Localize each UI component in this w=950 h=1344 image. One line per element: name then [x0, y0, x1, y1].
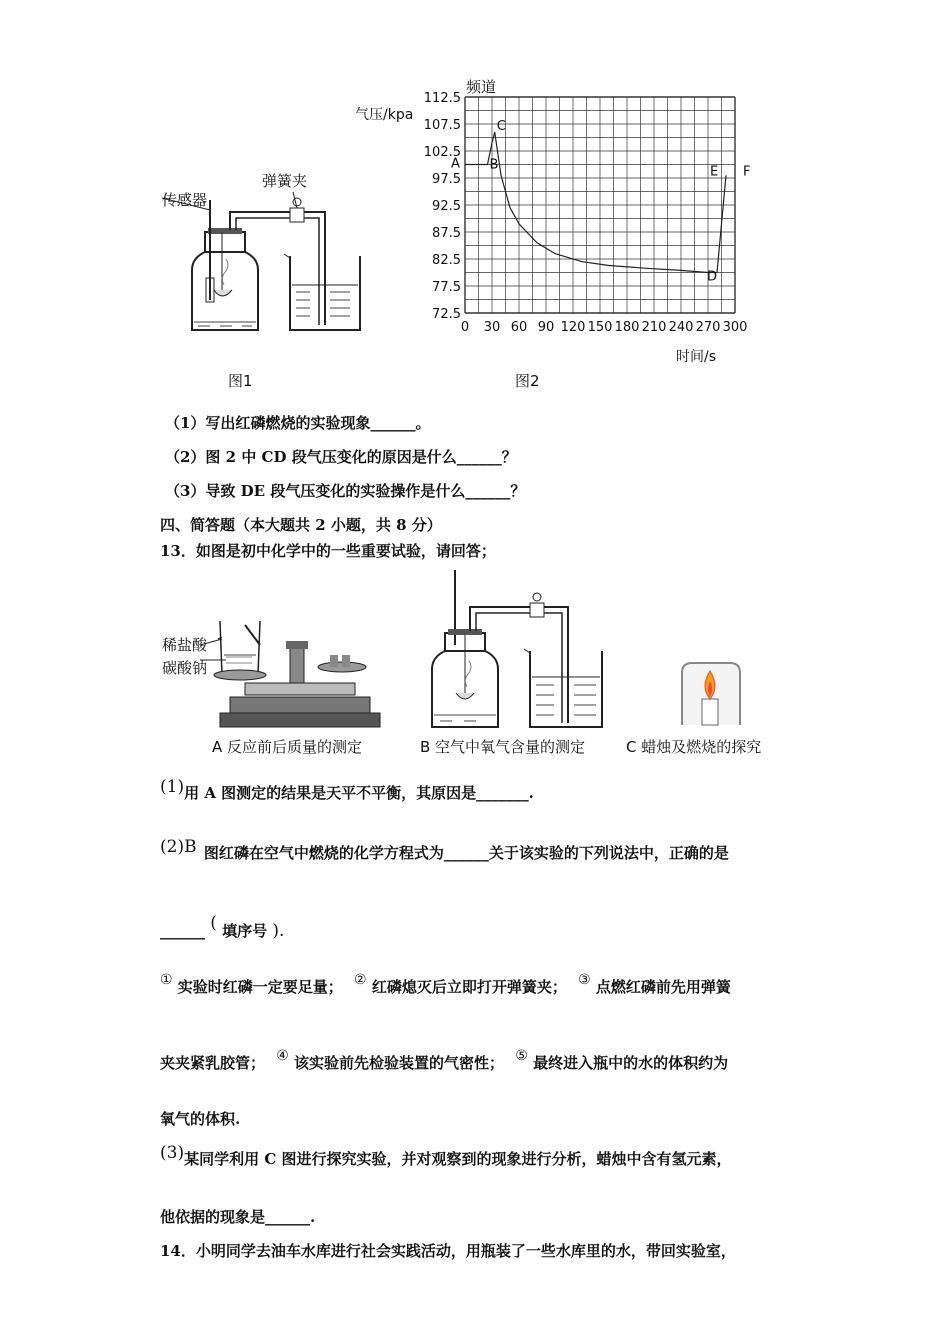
q13-part1-number: (1) [160, 777, 185, 797]
y-tick-label: 92.5 [432, 199, 461, 214]
q13-part3-text: 某同学利用 C 图进行探究实验，并对观察到的现象进行分析，蜡烛中含有氢元素， [184, 1150, 732, 1168]
label-dilute-hcl: 稀盐酸 [162, 636, 208, 654]
option-4-marker: ④ [276, 1048, 289, 1064]
q13-part2-text: 图红磷在空气中燃烧的化学方程式为______关于该实验的下列说法中，正确的是 [203, 844, 729, 862]
y-tick-labels [424, 91, 461, 322]
y-tick-label: 112.5 [423, 91, 461, 106]
figure-13-drawing [160, 565, 800, 740]
label-sodium-carbonate: 碳酸钠 [162, 659, 208, 677]
x-tick-label: 30 [483, 320, 501, 335]
candle-drawing [682, 663, 740, 725]
option-1-marker: ① [160, 972, 173, 988]
x-axis-label: 时间/s [676, 349, 717, 365]
x-tick-label: 270 [695, 320, 721, 335]
option-5-text-cont: 氧气的体积. [160, 1110, 241, 1128]
section-4-heading: 四、简答题（本大题共 2 小题，共 8 分） [160, 516, 442, 534]
answer-blank: ______ [160, 922, 205, 940]
y-tick-label: 107.5 [423, 118, 461, 133]
balance-drawing [200, 621, 380, 727]
option-2-text: 红磷熄灭后立即打开弹簧夹； [371, 978, 567, 996]
question-12-2: （2）图 2 中 CD 段气压变化的原因是什么______？ [165, 448, 517, 466]
y-tick-label: 77.5 [432, 280, 461, 295]
figure-c-caption: C 蜡烛及燃烧的探究 [626, 738, 762, 756]
point-label-b: B [489, 157, 499, 173]
figure-2-caption: 图2 [515, 372, 540, 390]
question-12-3: （3）导致 DE 段气压变化的实验操作是什么______？ [165, 482, 526, 500]
paren-open: ( [210, 913, 217, 933]
q13-part3 [160, 1143, 732, 1169]
y-tick-label: 97.5 [432, 172, 461, 187]
point-label-f: F [743, 164, 751, 180]
q13-part2-answer-line [160, 913, 285, 941]
y-tick-label: 87.5 [432, 226, 461, 241]
y-tick-label: 72.5 [432, 307, 461, 322]
option-5-text: 最终进入瓶中的水的体积约为 [533, 1054, 729, 1072]
q13-options-line1 [160, 972, 800, 997]
q13-part2 [160, 837, 729, 863]
option-3-text-cont: 夹夹紧乳胶管； [160, 1054, 266, 1072]
figure-b-caption: B 空气中氧气含量的测定 [420, 738, 586, 756]
x-tick-label: 150 [587, 320, 613, 335]
oxygen-apparatus-drawing [432, 570, 602, 727]
option-1-text: 实验时红磷一定要足量； [177, 978, 343, 996]
figure-a-caption: A 反应前后质量的测定 [212, 738, 363, 756]
point-label-e: E [710, 164, 719, 180]
fill-number-hint: 填序号 [222, 922, 268, 940]
x-tick-labels [461, 320, 748, 335]
q13-part1 [160, 777, 534, 803]
paren-close: ). [272, 921, 285, 941]
sensor-label: 传感器 [162, 191, 208, 209]
y-tick-label: 82.5 [432, 253, 461, 268]
q13-options-line2 [160, 1048, 729, 1073]
x-tick-label: 180 [614, 320, 640, 335]
x-tick-label: 210 [641, 320, 667, 335]
option-2-marker: ② [354, 972, 367, 988]
x-tick-label: 90 [537, 320, 555, 335]
y-axis-label: 气压/kpa [355, 107, 414, 123]
option-3-text: 点燃红磷前先用弹簧 [595, 978, 731, 996]
clip-label: 弹簧夹 [262, 172, 308, 190]
question-12-1: （1）写出红磷燃烧的实验现象______。 [165, 414, 431, 432]
question-13-intro: 13．如图是初中化学中的一些重要试验，请回答； [160, 542, 496, 560]
q13-part3-text-cont: 他依据的现象是______. [160, 1208, 316, 1226]
x-tick-label: 0 [460, 320, 470, 335]
chart-title: 频道 [466, 78, 497, 96]
q13-part1-text: 用 A 图测定的结果是天平不平衡，其原因是_______. [184, 784, 534, 802]
option-4-text: 该实验前先检验装置的气密性； [294, 1054, 505, 1072]
option-5-marker: ⑤ [515, 1048, 528, 1064]
y-tick-label: 102.5 [423, 145, 461, 160]
point-label-c: C [496, 119, 506, 135]
question-14: 14．小明同学去油车水库进行社会实践活动，用瓶装了一些水库里的水，带回实验室， [160, 1242, 736, 1260]
option-3-marker: ③ [578, 972, 591, 988]
point-label-d: D [707, 269, 718, 285]
q13-part2-number: (2)B [160, 837, 197, 857]
q13-part3-number: (3) [160, 1143, 185, 1163]
point-label-a: A [451, 156, 460, 172]
figure-1-caption: 图1 [228, 372, 253, 390]
x-tick-label: 300 [722, 320, 748, 335]
x-tick-label: 60 [510, 320, 528, 335]
x-tick-label: 240 [668, 320, 694, 335]
figure-13 [160, 565, 800, 740]
pressure-series-line [465, 132, 726, 272]
x-tick-label: 120 [560, 320, 586, 335]
